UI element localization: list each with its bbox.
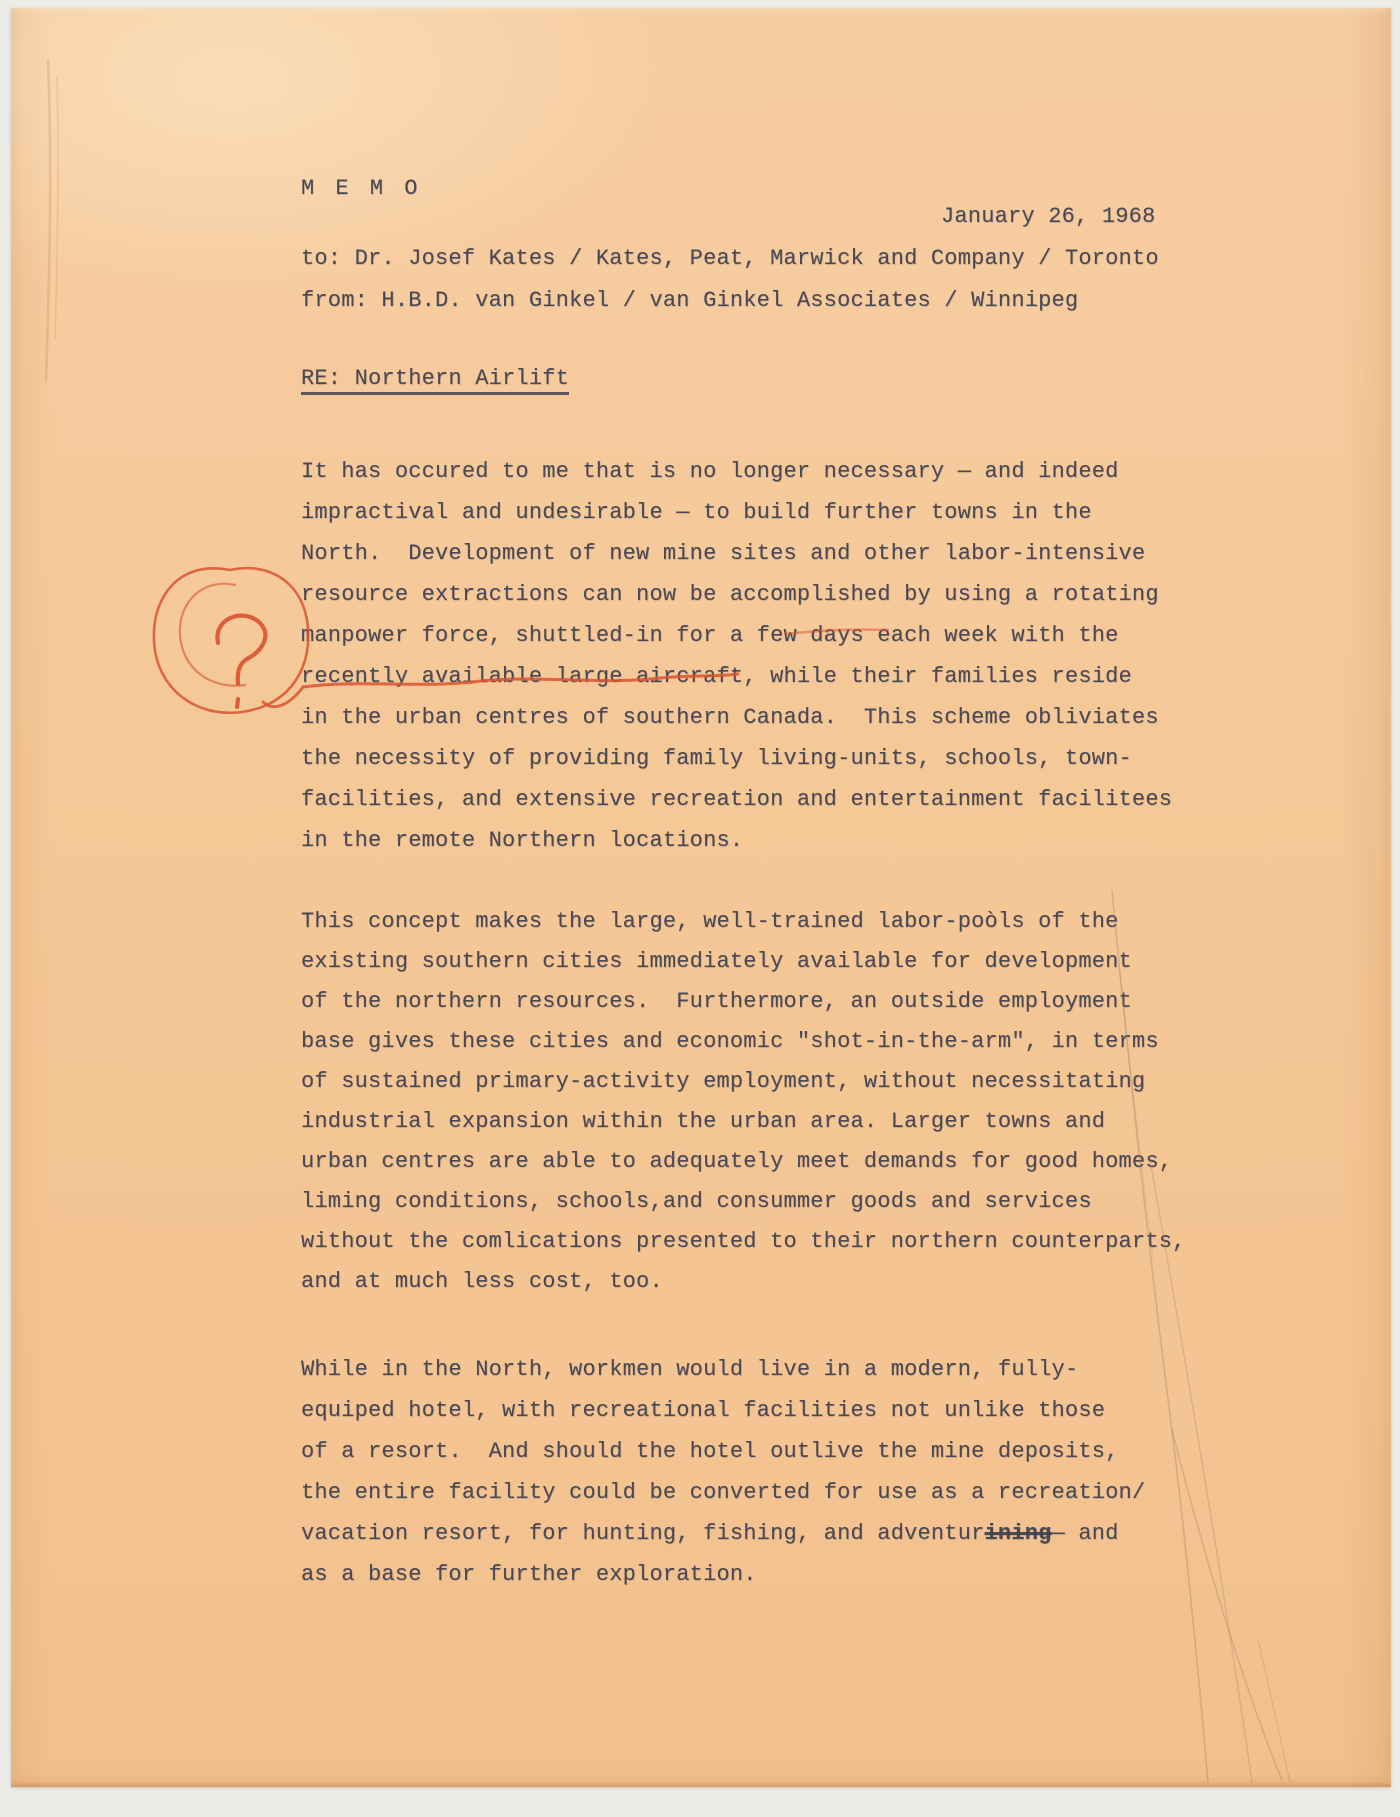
memo-text-line: equiped hotel, with recreational facilities not unlike those (301, 1398, 1106, 1423)
memo-text-line: existing southern cities immediately available for development (301, 949, 1132, 974)
memo-text-line: urban centres are able to adequately meet demands for good homes, (301, 1149, 1173, 1174)
red-question-mark-icon (217, 616, 265, 707)
memo-text-line: of the northern resources. Furthermore, an outside employment (301, 989, 1132, 1014)
memo-from-line: from: H.B.D. van Ginkel / van Ginkel Associates / Winnipeg (301, 288, 1079, 313)
memo-text-line: liming conditions, schools,and consummer goods and services (301, 1189, 1092, 1214)
memo-text-line: recently available large aircraft, while their families reside (301, 664, 1132, 689)
struck-out-text: ining (984, 1521, 1052, 1546)
memo-text-line: vacation resort, for hunting, fishing, and adventurining— and (301, 1521, 1119, 1546)
memo-text-line: in the urban centres of southern Canada. This scheme obliviates (301, 705, 1159, 730)
memo-text-line: While in the North, workmen would live in a modern, fully- (301, 1357, 1079, 1382)
red-circle-mark (154, 568, 308, 713)
memo-text-line: impractival and undesirable — to build further towns in the (301, 500, 1092, 525)
memo-text-line: manpower force, shuttled-in for a few days each week with the (301, 623, 1119, 648)
memo-text-line: without the comlications presented to their northern counterparts, (301, 1229, 1186, 1254)
memo-text-line: and at much less cost, too. (301, 1269, 663, 1294)
memo-subject-line: RE: Northern Airlift (301, 366, 569, 395)
memo-text-line: of a resort. And should the hotel outlive the mine deposits, (301, 1439, 1119, 1464)
memo-paper (11, 8, 1391, 1787)
memo-text-line: in the remote Northern locations. (301, 828, 744, 853)
memo-text-line: of sustained primary-activity employment, without necessitating (301, 1069, 1146, 1094)
memo-text-line: as a base for further exploration. (301, 1562, 757, 1587)
memo-text-line: It has occured to me that is no longer necessary — and indeed (301, 459, 1119, 484)
memo-date: January 26, 1968 (941, 204, 1156, 229)
memo-to-line: to: Dr. Josef Kates / Kates, Peat, Marwick and Company / Toronto (301, 246, 1159, 271)
paragraph-2 (301, 902, 1186, 1302)
memo-text-line: resource extractions can now be accomplished by using a rotating (301, 582, 1159, 607)
memo-text-line: This concept makes the large, well-trained labor-poòls of the (301, 909, 1119, 934)
paragraph-3 (301, 1349, 1145, 1595)
memo-text-line: base gives these cities and economic "shot-in-the-arm", in terms (301, 1029, 1159, 1054)
memo-text-line: North. Development of new mine sites and other labor-intensive (301, 541, 1146, 566)
paragraph-1 (301, 451, 1172, 861)
memo-text-line: the necessity of providing family living-units, schools, town- (301, 746, 1132, 771)
memo-text-line: industrial expansion within the urban area. Larger towns and (301, 1109, 1106, 1134)
memo-text-line: facilities, and extensive recreation and entertainment facilitees (301, 787, 1173, 812)
memo-text-line: the entire facility could be converted for use as a recreation/ (301, 1480, 1146, 1505)
memo-title: M E M O (301, 176, 422, 201)
